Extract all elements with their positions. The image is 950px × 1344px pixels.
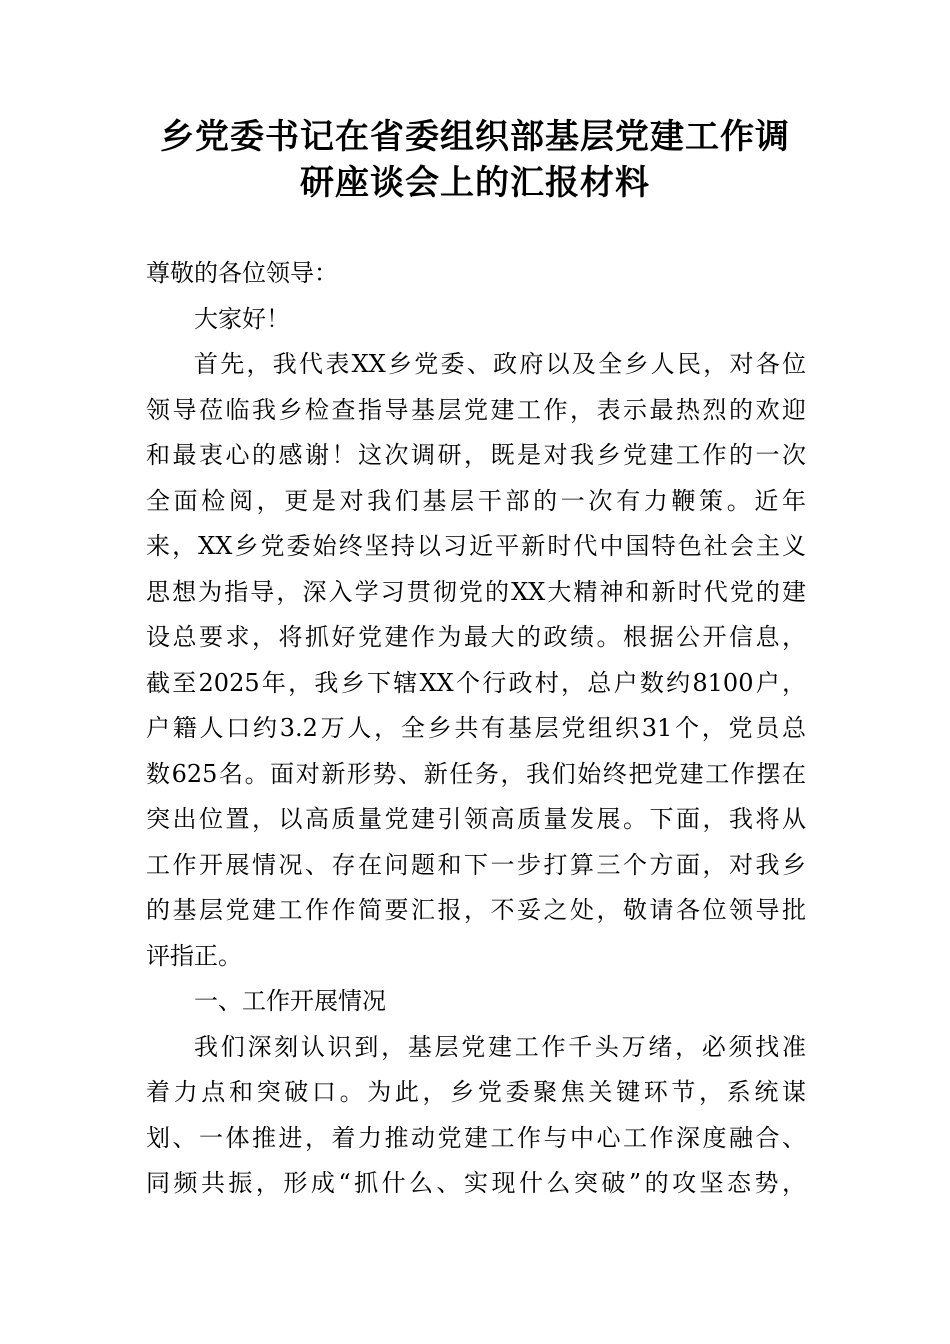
paragraph-1-line: 领导莅临我乡检查指导基层党建工作，表示最热烈的欢迎: [146, 396, 806, 424]
paragraph-1-line: 和最衷心的感谢！这次调研，既是对我乡党建工作的一次: [146, 441, 806, 469]
paragraph-1-line: 数625名。面对新形势、新任务，我们始终把党建工作摆在: [146, 760, 806, 788]
document-title-line-1: 乡党委书记在省委组织部基层党建工作调: [160, 117, 790, 157]
paragraph-1-line: 工作开展情况、存在问题和下一步打算三个方面，对我乡: [146, 851, 806, 879]
document-title-line-2: 研座谈会上的汇报材料: [300, 163, 650, 203]
paragraph-1-line: 思想为指导，深入学习贯彻党的XX大精神和新时代党的建: [146, 578, 806, 606]
paragraph-2-line: 着力点和突破口。为此，乡党委聚焦关键环节，系统谋: [146, 1078, 806, 1106]
paragraph-1-line: 评指正。: [146, 942, 242, 970]
paragraph-1-line: 首先，我代表XX乡党委、政府以及全乡人民，对各位: [194, 350, 806, 378]
paragraph-1-line: 截至2025年，我乡下辖XX个行政村，总户数约8100户，: [146, 669, 806, 697]
paragraph-1-line: 突出位置，以高质量党建引领高质量发展。下面，我将从: [146, 805, 806, 833]
paragraph-2-line: 我们深刻认识到，基层党建工作千头万绪，必须找准: [194, 1033, 806, 1061]
section-1-heading: 一、工作开展情况: [194, 987, 386, 1015]
paragraph-1-line: 户籍人口约3.2万人，全乡共有基层党组织31个，党员总: [146, 714, 806, 742]
paragraph-1-line: 来，XX乡党委始终坚持以习近平新时代中国特色社会主义: [146, 532, 806, 560]
paragraph-1-line: 设总要求，将抓好党建作为最大的政绩。根据公开信息，: [146, 623, 806, 651]
paragraph-1-line: 全面检阅，更是对我们基层干部的一次有力鞭策。近年: [146, 487, 806, 515]
salutation: 尊敬的各位领导：: [146, 259, 338, 287]
paragraph-2-line: 同频共振，形成“抓什么、实现什么突破”的攻坚态势，: [146, 1169, 806, 1197]
paragraph-2-line: 划、一体推进，着力推动党建工作与中心工作深度融合、: [146, 1124, 806, 1152]
greeting: 大家好！: [194, 305, 290, 333]
paragraph-1-line: 的基层党建工作作简要汇报，不妥之处，敬请各位领导批: [146, 896, 806, 924]
